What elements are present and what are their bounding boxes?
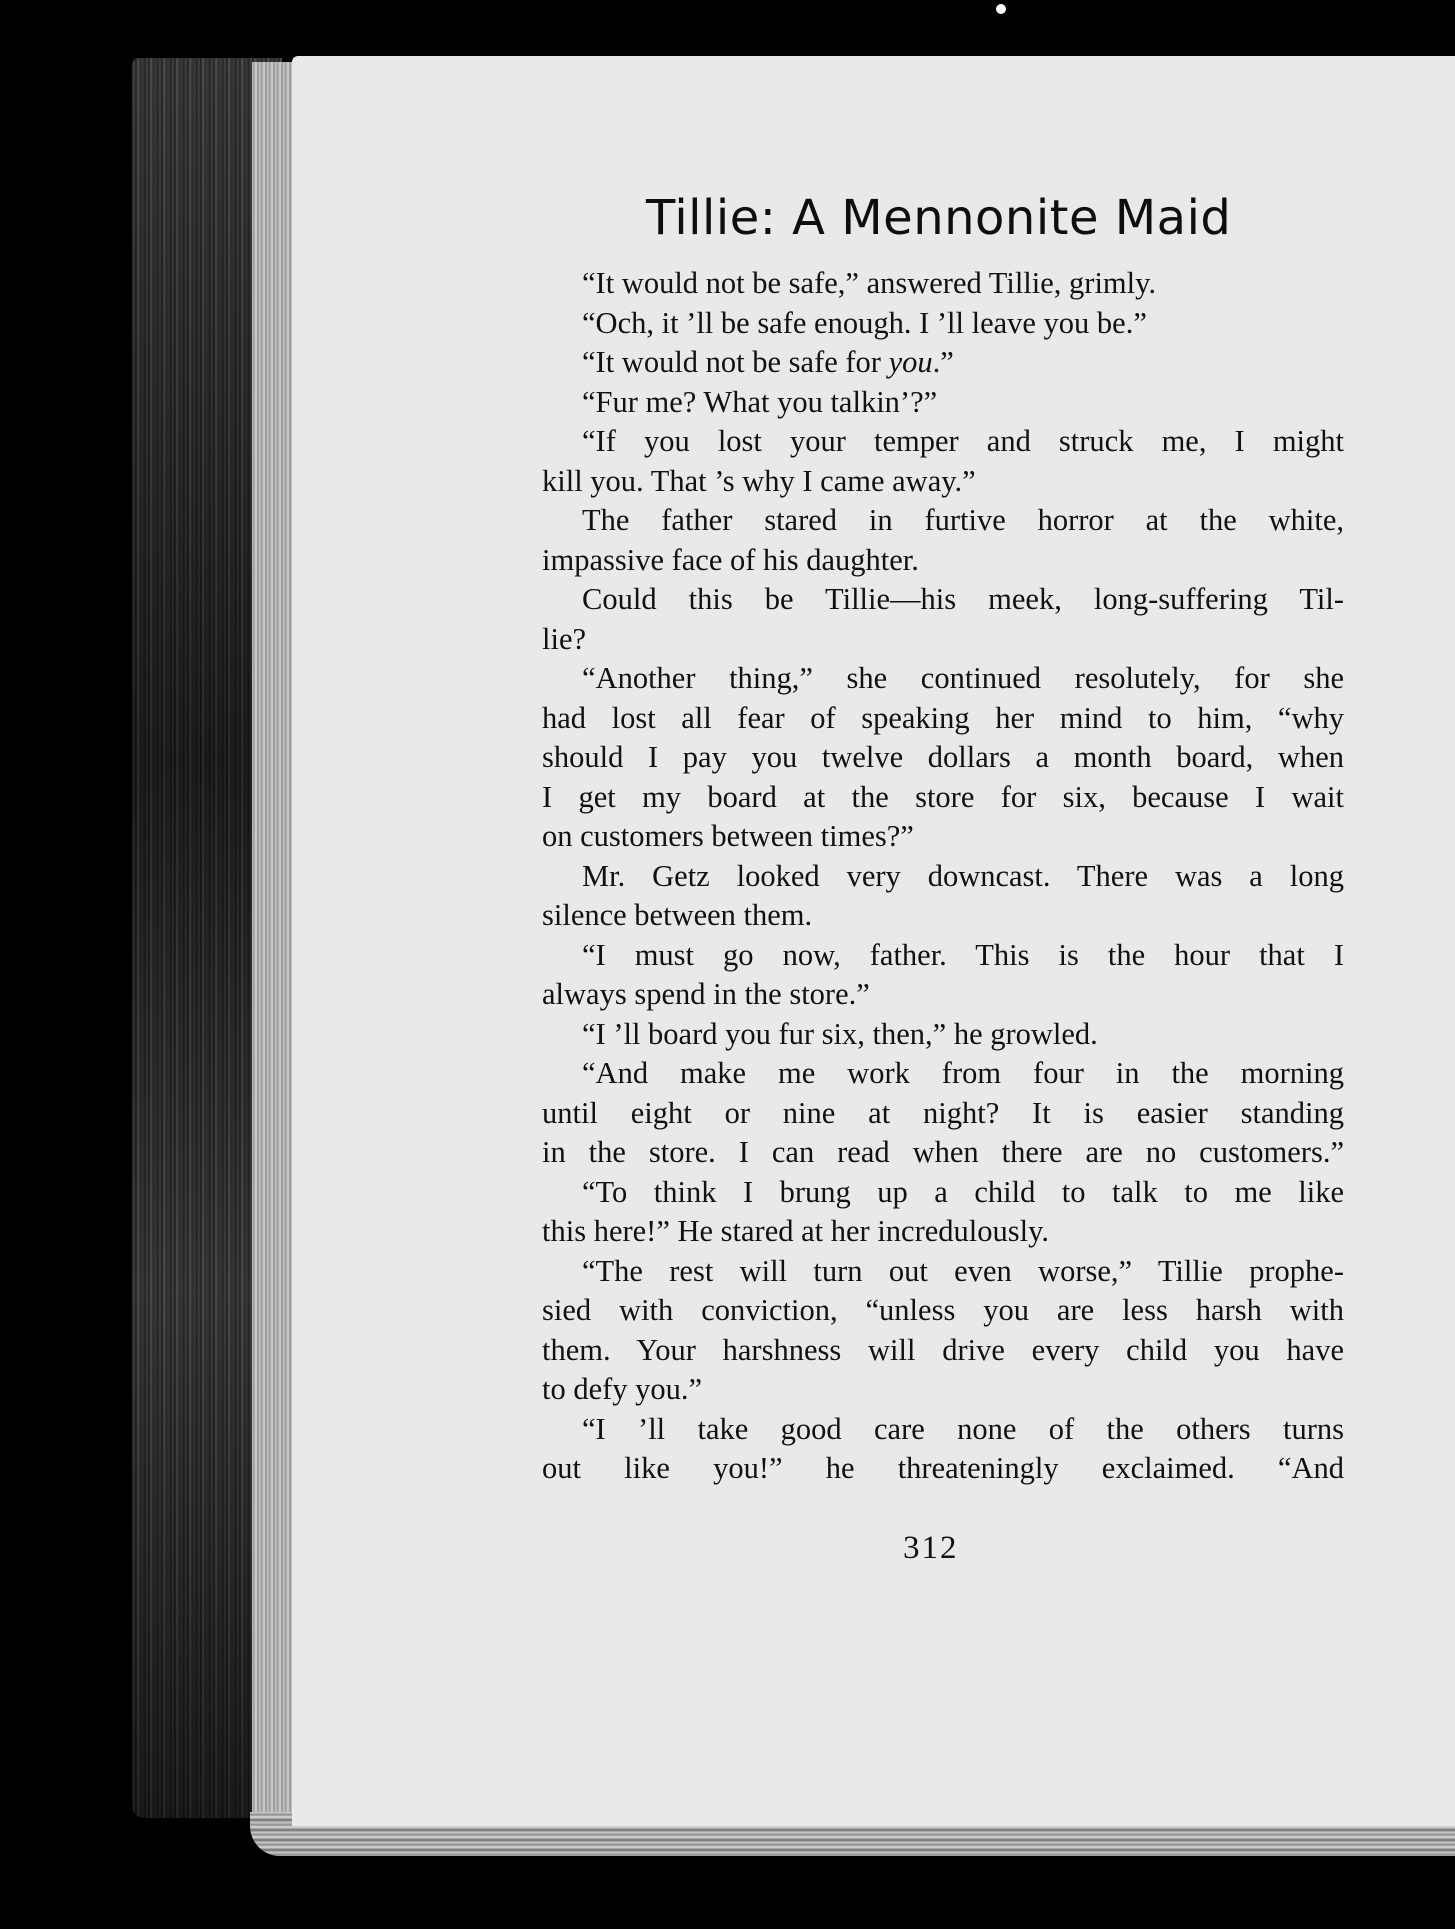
text-line: “I ’ll board you fur six, then,” he growled. <box>582 1016 1098 1051</box>
text-line: “The rest will turn out even worse,” Tillie prophe- <box>582 1253 1344 1288</box>
text-line: “It would not be safe,” answered Tillie, grimly. <box>582 266 1157 300</box>
text-line: them. Your harshness will drive every child you have <box>542 1332 1344 1367</box>
text-line: “I ’ll take good care none of the others turns <box>582 1411 1344 1446</box>
dust-speck <box>996 4 1006 14</box>
text-line: until eight or nine at night? It is easier standing <box>542 1095 1344 1130</box>
text-line: on customers between times?” <box>542 819 914 853</box>
text-line: Mr. Getz looked very downcast. There was a long <box>582 858 1344 893</box>
text-line: to defy you.” <box>542 1372 703 1406</box>
text-line: “To think I brung up a child to talk to me like <box>582 1174 1344 1209</box>
text-line: should I pay you twelve dollars a month board, when <box>542 740 1344 774</box>
text-line: “Another thing,” she continued resolutely, for she <box>582 661 1344 695</box>
text-line: “Fur me? What you talkin’?” <box>582 384 938 419</box>
text-line: “If you lost your temper and struck me, I might <box>582 424 1344 458</box>
text-line: silence between them. <box>542 898 813 932</box>
text-line: in the store. I can read when there are no customers.” <box>542 1135 1344 1169</box>
text-line: “I must go now, father. This is the hour that I <box>582 937 1344 972</box>
text-line: had lost all fear of speaking her mind to him, “why <box>542 700 1344 735</box>
text-line: impassive face of his daughter. <box>542 542 919 577</box>
text-line: Could this be Tillie—his meek, long-suffering Til- <box>582 582 1344 616</box>
body-text <box>542 264 1344 1489</box>
text-line: sied with conviction, “unless you are less harsh with <box>542 1293 1344 1327</box>
text-line: kill you. That ’s why I came away.” <box>542 463 976 498</box>
text-line: this here!” He stared at her incredulously. <box>542 1214 1050 1248</box>
text-line: lie? <box>542 621 587 656</box>
text-line: The father stared in furtive horror at the white, <box>582 503 1344 537</box>
emphasis: you <box>888 345 933 379</box>
running-head: Tillie: A Mennonite Maid <box>646 190 1232 246</box>
text-line: “And make me work from four in the morning <box>582 1056 1344 1090</box>
text-line: “Och, it ’ll be safe enough. I ’ll leave you be.” <box>582 305 1147 340</box>
text-line: out like you!” he threateningly exclaimed. “And <box>542 1451 1344 1485</box>
text-line: always spend in the store.” <box>542 977 870 1011</box>
text-line: I get my board at the store for six, because I wait <box>542 779 1344 814</box>
page-number: 312 <box>903 1530 959 1566</box>
text-line: “It would not be safe for you.” <box>582 345 954 379</box>
